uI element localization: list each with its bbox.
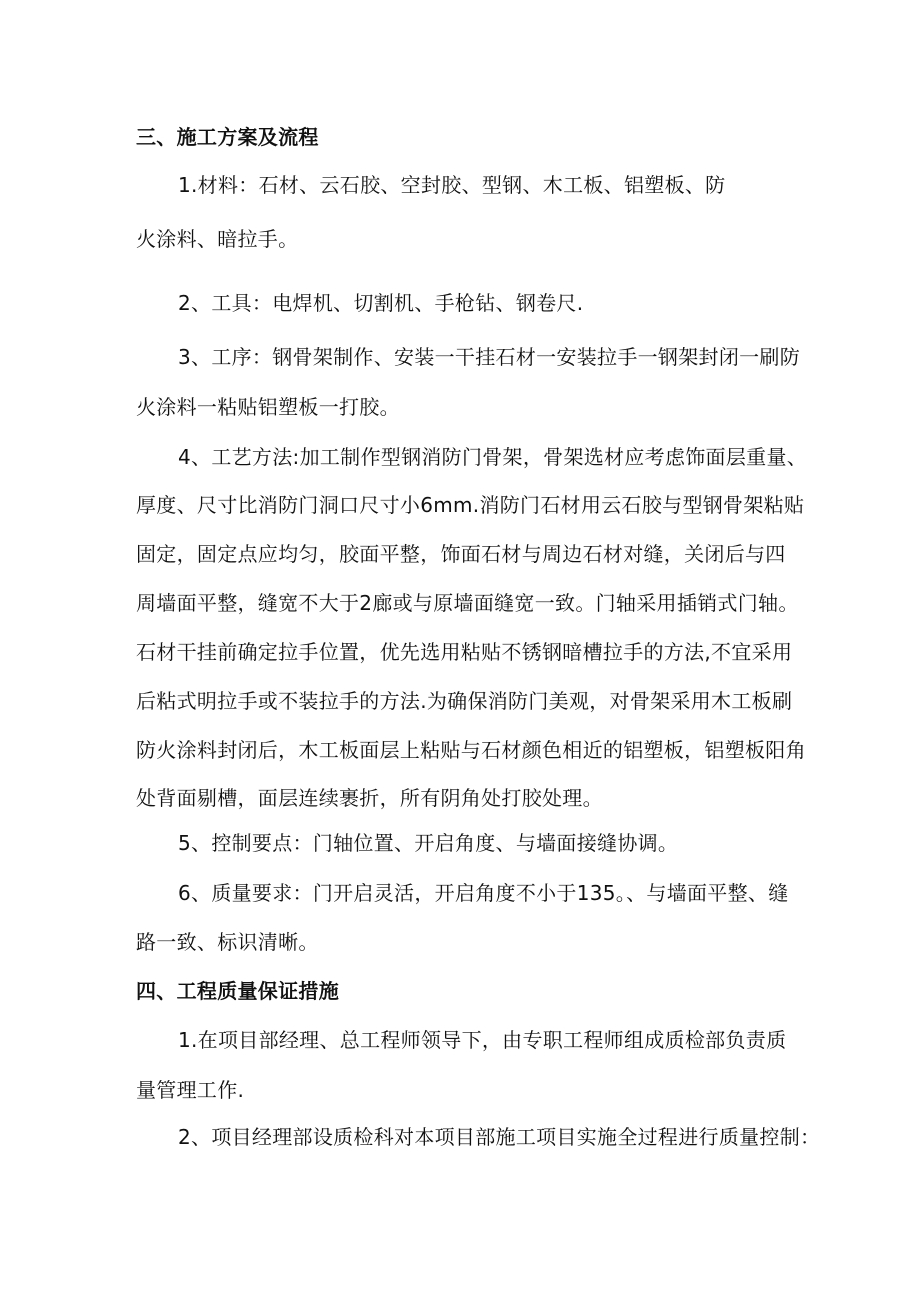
paragraph-line: 火涂料、暗拉手。 [136,227,299,251]
paragraph-line: 2、工具：电焊机、切割机、手枪钻、钢卷尺. [178,291,584,315]
paragraph-line: 3、工序：钢骨架制作、安装一干挂石材一安装拉手一钢架封闭一刷防 [178,345,801,369]
section-heading-construction-plan: 三、施工方案及流程 [136,125,319,149]
paragraph-line: 4、工艺方法:加工制作型钢消防门骨架，骨架选材应考虑饰面层重量、 [178,445,808,469]
section-heading-quality-assurance: 四、工程质量保证措施 [136,979,339,1003]
paragraph-line: 5、控制要点：门轴位置、开启角度、与墙面接缝协调。 [178,831,679,855]
paragraph-line: 火涂料一粘贴铝塑板一打胶。 [136,395,400,419]
paragraph-line: 2、项目经理部设质检科对本项目部施工项目实施全过程进行质量控制： [178,1125,821,1149]
paragraph-line: 1.材料：石材、云石胶、空封胶、型钢、木工板、铝塑板、防 [178,173,726,197]
paragraph-line: 周墙面平整，缝宽不大于2廊或与原墙面缝宽一致。门轴采用插销式门轴。 [136,591,799,615]
paragraph-line: 6、质量要求：门开启灵活，开启角度不小于135。、与墙面平整、缝 [178,881,789,905]
paragraph-line: 防火涂料封闭后，木工板面层上粘贴与石材颜色相近的铝塑板，铝塑板阳角 [136,738,806,762]
paragraph-line: 量管理工作. [136,1078,245,1102]
paragraph-line: 1.在项目部经理、总工程师领导下，由专职工程师组成质检部负责质 [178,1028,787,1052]
paragraph-line: 路一致、标识清晰。 [136,930,319,954]
paragraph-line: 石材干挂前确定拉手位置，优先选用粘贴不锈钢暗槽拉手的方法,不宜采用 [136,640,793,664]
paragraph-line: 处背面剔槽，面层连续裹折，所有阴角处打胶处理。 [136,786,603,810]
paragraph-line: 后粘式明拉手或不装拉手的方法.为确保消防门美观，对骨架采用木工板刷 [136,689,793,713]
paragraph-line: 厚度、尺寸比消防门洞口尺寸小6mm.消防门石材用云石胶与型钢骨架粘贴 [136,493,805,517]
paragraph-line: 固定，固定点应均匀，胶面平整，饰面石材与周边石材对缝，关闭后与四 [136,542,786,566]
